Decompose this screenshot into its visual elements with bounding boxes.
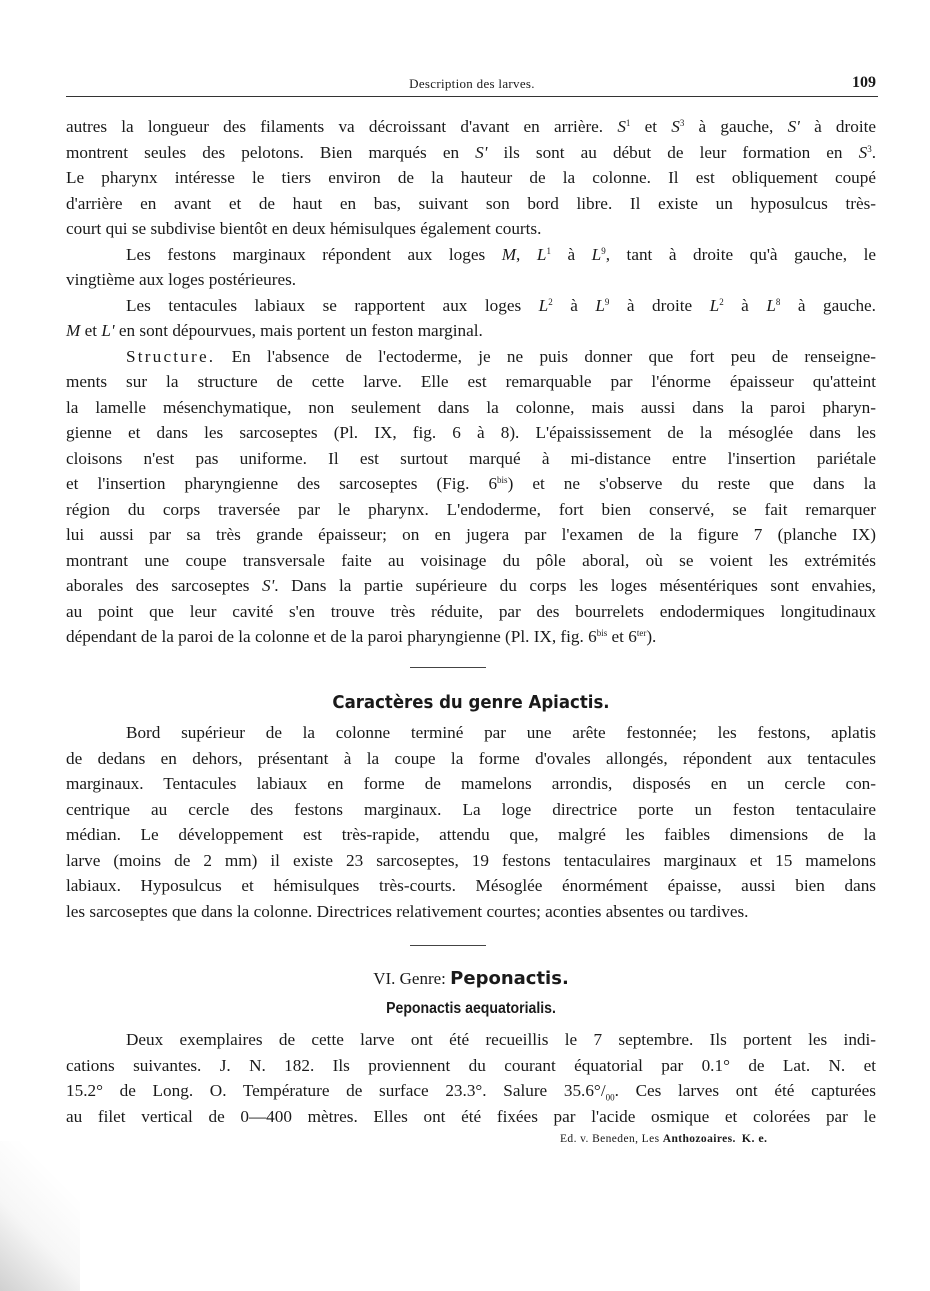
text-line: et l'insertion pharyngienne des sarcoseptes (Fig. $6^{bis}$) et ne s'observe du reste que dans la <box>66 474 876 493</box>
text-line: montrant une coupe transversale faite au voisinage du pôle aboral, où se voient les extrémités <box>66 550 876 570</box>
text-line: larve (moins de 2 mm) il existe 23 sarcoseptes, 19 festons tentaculaires marginaux et 15 mamelons <box>66 850 876 870</box>
text-line: marginaux. Tentacules labiaux en forme de mamelons arrondis, disposés en un cercle con- <box>66 774 876 793</box>
text-line: labiaux. Hyposulcus et hémisulques très-courts. Mésoglée énormément épaisse, aussi bien dans <box>66 876 876 895</box>
text-line: au filet vertical de 0—400 mètres. Elles ont été fixées par l'acide osmique et colorées par le <box>66 1106 876 1126</box>
text-line: lui aussi par sa très grande épaisseur; on en jugera par l'examen de la figure 7 (planche IX) <box>66 525 876 544</box>
text-line: montrent seules des pelotons. Bien marqués en S' ils sont au début de leur formation en $S^3$. <box>66 142 877 162</box>
run-in-heading: Structure. <box>126 346 216 366</box>
paragraph-festons: Les festons marginaux répondent aux loges M, $L^1$ à $L^9$, tant à droite qu'à gauche, le <box>126 244 876 264</box>
text-line: ments sur la structure de cette larve. Elle est remarquable par l'énorme épaisseur qu'atteint <box>66 372 876 391</box>
signature-mark: K. e. <box>741 1131 768 1145</box>
scan-shadow <box>0 1141 80 1291</box>
text-line: médian. Le développement est très-rapide, attendu que, malgré les faibles dimensions de la <box>66 825 876 844</box>
text-line: 15.2° de Long. O. Température de surface 23.3°. Salure $35.6^\circ/_{00}$. Ces larves ont été capturées <box>66 1081 876 1103</box>
text-line: de dedans en dehors, présentant à la coupe la forme d'ovales allongés, répondent aux tentacules <box>66 748 876 768</box>
text-line: cloisons n'est pas uniforme. Il est surtout marqué à mi-distance entre l'insertion pariétale <box>66 448 876 468</box>
text-line: dépendant de la paroi de la colonne et de la paroi pharyngienne (Pl. IX, fig. $6^{bis}$ et $6^{ter}$). <box>66 627 657 646</box>
text-line: autres la longueur des filaments va décroissant d'avant en arrière. $S^1$ et $S^3$ à gauche, S' à droite <box>66 117 876 136</box>
text-line: la lamelle mésenchymatique, non seulement dans la colonne, mais aussi dans la paroi pharyn- <box>66 397 876 417</box>
section-divider <box>410 667 486 668</box>
text-line: les sarcoseptes que dans la colonne. Directrices relativement courtes; aconties absentes ou tardives. <box>66 901 749 921</box>
paragraph-structure: Structure. En l'absence de l'ectoderme, je ne puis donner que fort peu de renseigne- <box>126 346 876 366</box>
text-line: Bord supérieur de la colonne terminé par une arête festonnée; les festons, aplatis <box>126 723 876 742</box>
running-header <box>66 76 878 97</box>
section-title-apiactis: Caractères du genre Apiactis. <box>332 692 610 713</box>
text-line: court qui se subdivise bientôt en deux hémisulques également courts. <box>66 219 542 238</box>
text-line: M et L' en sont dépourvues, mais portent un feston marginal. <box>66 321 483 340</box>
apiactis-text <box>66 720 876 924</box>
text-line: Le pharynx intéresse le tiers environ de la hauteur de la colonne. Il est obliquement coupé <box>66 168 876 187</box>
running-title: Description des larves. <box>409 76 535 91</box>
text-line: gienne et dans les sarcoseptes (Pl. IX, fig. 6 à 8). L'épaississement de la mésoglée dans les <box>66 423 876 442</box>
text-line: vingtième aux loges postérieures. <box>66 270 297 289</box>
text-line: aborales des sarcoseptes S'. Dans la partie supérieure du corps les loges mésentériques sont envahies, <box>66 576 876 595</box>
text-line: cations suivantes. J. N. 182. Ils proviennent du courant équatorial par 0.1° de Lat. N. et <box>66 1055 876 1075</box>
genre-name: Peponactis. <box>450 968 569 989</box>
page-number: 109 <box>852 74 876 91</box>
text-line: au point que leur cavité s'en trouve très réduite, par des bourrelets endodermiques longitudinaux <box>66 601 876 621</box>
species-heading: Peponactis aequatorialis. <box>386 1000 556 1017</box>
genre-prefix: VI. Genre: <box>373 969 451 988</box>
text-line: d'arrière en avant et de haut en bas, suivant son bord libre. Il existe un hyposulcus très- <box>66 193 876 213</box>
text-line: centrique au cercle des festons marginaux. La loge directrice porte un feston tentaculaire <box>66 799 876 819</box>
paragraph-tentacules: Les tentacules labiaux se rapportent aux loges $L^2$ à $L^9$ à droite $L^2$ à $L^8$ à gauche. <box>126 295 876 315</box>
text-line: Deux exemplaires de cette larve ont été recueillis le 7 septembre. Ils portent les indi- <box>126 1030 876 1049</box>
printer-signature: Ed. v. Beneden, Les Anthozoaires. K. e. <box>560 1131 768 1145</box>
section-divider <box>410 945 486 946</box>
peponactis-text <box>66 1027 876 1129</box>
text-line: région du corps traversée par le pharynx. L'endoderme, fort bien conservé, se fait remarquer <box>66 499 876 519</box>
body-text <box>66 114 876 650</box>
genre-heading <box>66 968 876 989</box>
